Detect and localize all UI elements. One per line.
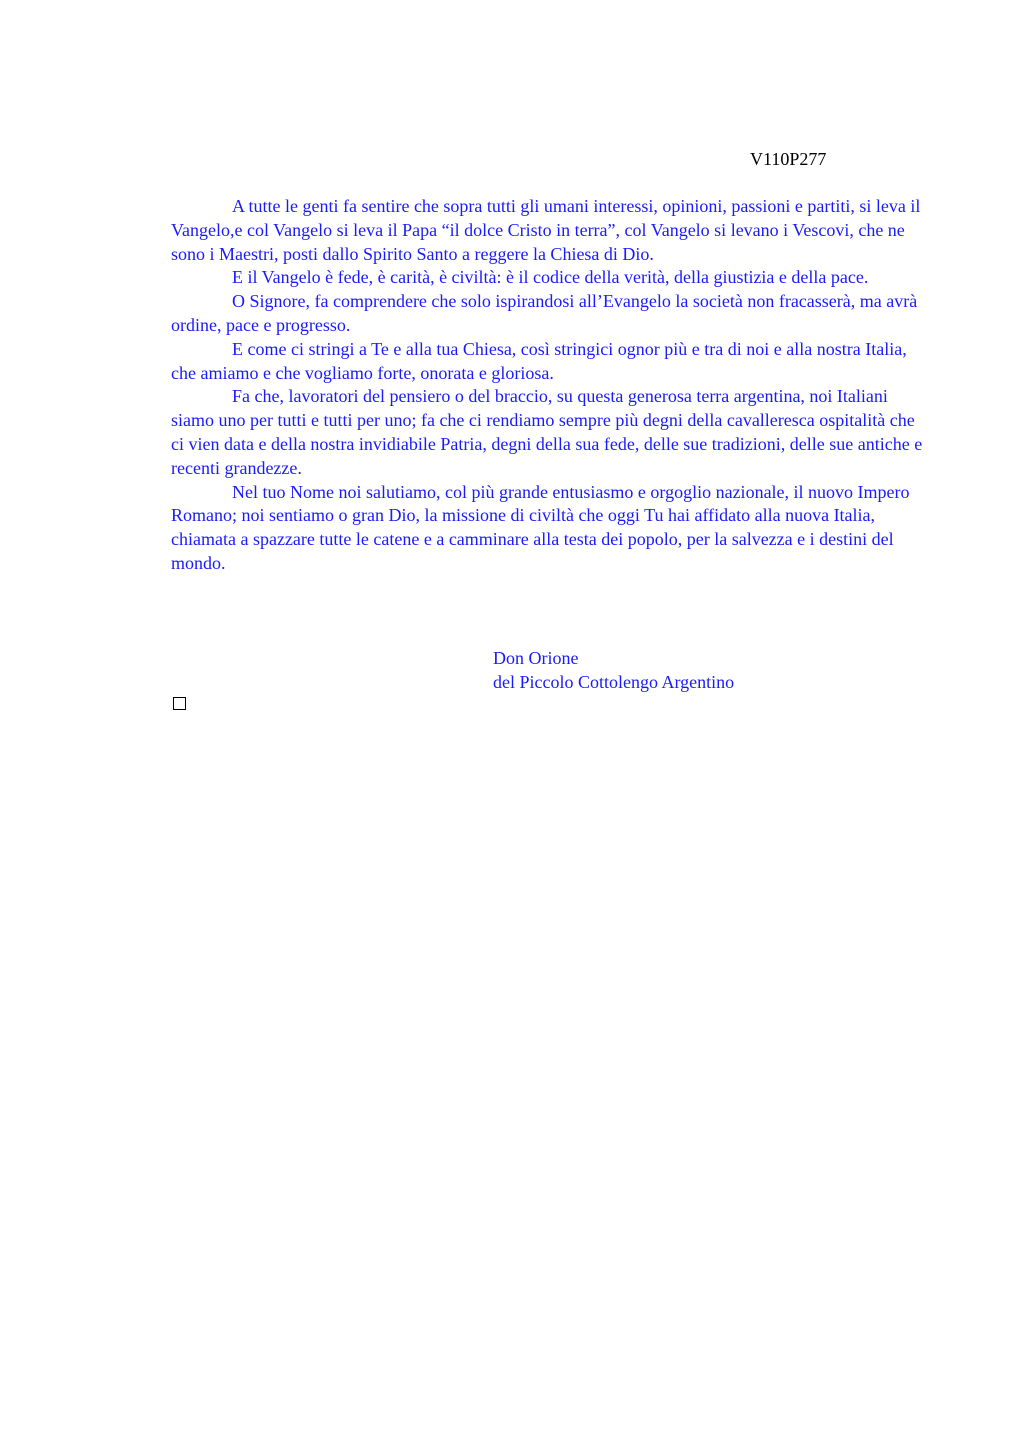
paragraph: A tutte le genti fa sentire che sopra tutti gli umani interessi, opinioni, passioni e partiti, si leva il Vangelo,e col Vangelo si leva il Papa “il dolce Cristo in terra”, col Vangelo si levano i Vescovi, che ne sono i Maestri, posti dallo Spirito Santo a reggere la Chiesa di Dio. (171, 196, 921, 264)
page-reference: V110P277 (750, 149, 827, 169)
signature-affiliation: del Piccolo Cottolengo Argentino (493, 672, 735, 692)
paragraph: Nel tuo Nome noi salutiamo, col più grande entusiasmo e orgoglio nazionale, il nuovo Impero Romano; noi sentiamo o gran Dio, la missione di civiltà che oggi Tu hai affidato alla nuova Italia, chiamata a spazzare tutte le catene e a camminare alla testa dei popolo, per la salvezza e i destini del mondo. (171, 481, 910, 573)
signature-name: Don Orione (493, 648, 579, 668)
paragraph: O Signore, fa comprendere che solo ispirandosi all’Evangelo la società non fracasserà, ma avrà ordine, pace e progresso. (171, 291, 918, 335)
paragraph: E il Vangelo è fede, è carità, è civiltà: è il codice della verità, della giustizia e della pace. (232, 267, 869, 288)
body-text (171, 195, 923, 576)
paragraph: E come ci stringi a Te e alla tua Chiesa, così stringici ognor più e tra di noi e alla nostra Italia, che amiamo e che vogliamo forte, onorata e gloriosa. (171, 338, 907, 383)
empty-box-icon (173, 697, 186, 710)
signature-block (493, 646, 734, 694)
paragraph: Fa che, lavoratori del pensiero o del braccio, su questa generosa terra argentina, noi Italiani siamo uno per tutti e tutti per uno; fa che ci rendiamo sempre più degni della cavalleresca ospitalità che ci vien data e della nostra invidiabile Patria, degni della sua fede, delle sue tradizioni, delle sue antiche e recenti grandezze. (171, 386, 923, 478)
